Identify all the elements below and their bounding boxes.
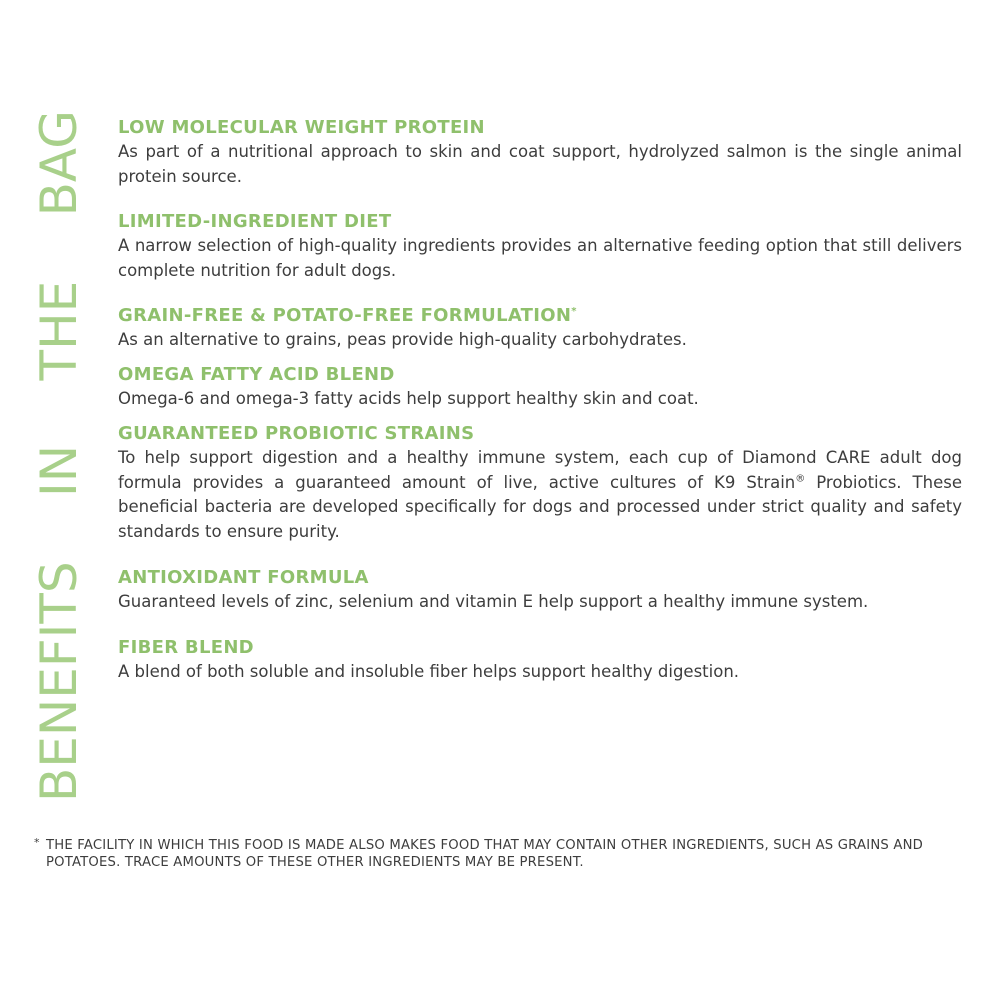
side-title	[28, 110, 90, 802]
benefit-item	[118, 304, 962, 353]
benefit-description-part: Probiotics. These beneficial bacteria are developed specifically for dogs and processed under strict quality and safety standards to ensure purity.	[118, 472, 962, 541]
benefit-heading	[118, 304, 962, 328]
benefit-heading-text: LIMITED-INGREDIENT DIET	[118, 211, 392, 232]
benefit-description: As an alternative to grains, peas provide high-quality carbohydrates.	[118, 330, 687, 349]
registered-mark: ®	[795, 473, 806, 484]
footnote-text: THE FACILITY IN WHICH THIS FOOD IS MADE ALSO MAKES FOOD THAT MAY CONTAIN OTHER INGREDIENTS, SUCH AS GRAINS AND POTATOES. TRACE AMOUNTS OF THESE OTHER INGREDIENTS MAY BE PRESENT.	[46, 838, 923, 870]
benefit-heading-text: ANTIOXIDANT FORMULA	[118, 567, 369, 588]
benefit-heading	[118, 566, 962, 590]
benefit-description: Guaranteed levels of zinc, selenium and vitamin E help support a healthy immune system.	[118, 592, 869, 611]
benefit-item	[118, 210, 962, 283]
benefit-heading	[118, 116, 962, 140]
benefit-item	[118, 636, 962, 685]
benefit-heading	[118, 210, 962, 234]
benefit-heading	[118, 636, 962, 660]
benefit-item	[118, 363, 962, 412]
benefit-description: As part of a nutritional approach to skin and coat support, hydrolyzed salmon is the single animal protein source.	[118, 142, 962, 186]
benefit-heading-text: GRAIN-FREE & POTATO-FREE FORMULATION	[118, 305, 572, 326]
benefit-description: Omega-6 and omega-3 fatty acids help support healthy skin and coat.	[118, 388, 699, 408]
benefit-heading-text: GUARANTEED PROBIOTIC STRAINS	[118, 423, 475, 444]
footnote	[34, 837, 954, 871]
benefit-heading-text: LOW MOLECULAR WEIGHT PROTEIN	[118, 117, 485, 138]
footnote-star: *	[34, 836, 40, 849]
benefit-heading-text: OMEGA FATTY ACID BLEND	[118, 363, 395, 385]
benefit-heading-text: FIBER BLEND	[118, 636, 254, 658]
benefit-description	[118, 446, 962, 544]
side-title-container	[28, 110, 90, 802]
benefit-description: A blend of both soluble and insoluble fiber helps support healthy digestion.	[118, 661, 740, 681]
side-title-text: BENEFITS IN THE BAG	[30, 110, 88, 802]
benefit-heading	[118, 363, 962, 387]
footnote-marker: *	[571, 306, 577, 317]
benefit-item	[118, 422, 962, 544]
benefit-item	[118, 566, 962, 615]
benefit-description: A narrow selection of high-quality ingredients provides an alternative feeding option that still delivers complete nutrition for adult dogs.	[118, 236, 962, 280]
benefit-description-part: To help support digestion and a healthy immune system, each cup of Diamond CARE adult dog formula provides a guaranteed amount of live, active cultures of K9 Strain	[118, 448, 962, 492]
benefit-item	[118, 116, 962, 189]
benefits-list	[118, 116, 962, 684]
benefit-heading	[118, 422, 962, 446]
